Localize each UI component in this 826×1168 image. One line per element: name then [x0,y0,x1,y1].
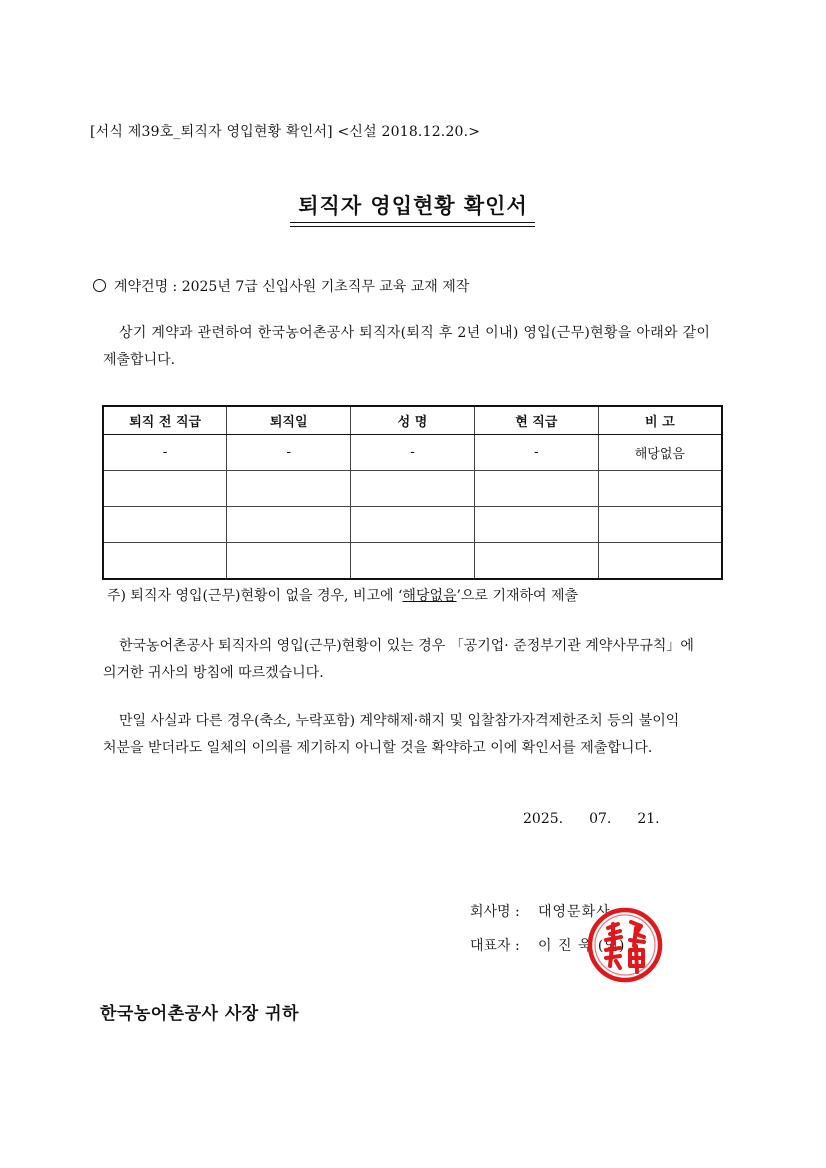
table-cell [351,543,475,580]
table-cell [103,471,227,507]
table-cell [351,471,475,507]
table-cell: - [351,435,475,471]
contract-name-line [93,276,469,296]
date-month: 07. [589,811,612,827]
representative-value: 이 진 욱 (인) [538,938,626,954]
table-cell [351,507,475,543]
table-cell: 해당없음 [598,435,722,471]
pledge-line-1: 만일 사실과 다른 경우(축소, 누락포함) 계약해제·해지 및 입찰참가자격제한조치 등의 불이익 [119,713,680,729]
footnote-text-before: 주) 퇴직자 영입(근무)현황이 없을 경우, 비고에 ‘ [107,588,403,604]
retiree-status-table [102,405,723,580]
header-name: 성 명 [351,406,475,435]
company-label: 회사명 : [470,904,520,920]
intro-paragraph [103,320,753,374]
table-cell [227,507,351,543]
compliance-line-1: 한국농어촌공사 퇴직자의 영입(근무)현황이 있는 경우 「공기업· 준정부기관 계약사무규칙」에 [119,638,694,654]
company-seal-stamp [586,906,664,984]
submission-date [523,811,660,827]
pledge-paragraph [103,708,743,762]
table-cell [474,507,598,543]
compliance-paragraph [103,633,743,687]
table-footnote [107,585,578,605]
table-cell [227,543,351,580]
company-value: 대영문화사 [538,904,611,920]
table-cell: - [474,435,598,471]
contract-name-text: 계약건명 : 2025년 7급 신입사원 기초직무 교육 교재 제작 [114,279,470,295]
footnote-text-after: ’으로 기재하여 제출 [456,588,579,604]
table-header-row [103,406,722,435]
intro-line-2: 제출합니다. [103,352,176,368]
header-current-rank: 현 직급 [474,406,598,435]
date-day: 21. [637,811,660,827]
table-cell [103,507,227,543]
table-row [103,435,722,471]
table-cell: - [227,435,351,471]
footnote-highlight: 해당없음 [402,588,457,604]
circle-bullet-icon [93,279,106,292]
header-prior-rank: 퇴직 전 직급 [103,406,227,435]
pledge-line-2: 처분을 받더라도 일체의 이의를 제기하지 아니할 것을 확약하고 이에 확인서를 제출합니다. [103,740,653,756]
intro-line-1: 상기 계약과 관련하여 한국농어촌공사 퇴직자(퇴직 후 2년 이내) 영입(근무)현황을 아래와 같이 [119,325,711,341]
table-cell [598,507,722,543]
table-cell: - [103,435,227,471]
table-row [103,507,722,543]
form-number-note: [서식 제39호_퇴직자 영입현황 확인서] <신설 2018.12.20.> [90,124,481,140]
table-cell [598,471,722,507]
header-retire-date: 퇴직일 [227,406,351,435]
compliance-line-2: 의거한 귀사의 방침에 따르겠습니다. [103,665,324,681]
table-row [103,471,722,507]
date-year: 2025. [523,811,564,827]
table-cell [227,471,351,507]
table-cell [474,543,598,580]
document-title: 퇴직자 영입현황 확인서 [298,194,528,218]
header-remarks: 비 고 [598,406,722,435]
representative-label: 대표자 : [470,938,520,954]
addressee: 한국농어촌공사 사장 귀하 [100,1004,299,1024]
table-row [103,543,722,580]
table-cell [598,543,722,580]
table-cell [474,471,598,507]
title-double-underline [290,222,535,227]
table-cell [103,543,227,580]
